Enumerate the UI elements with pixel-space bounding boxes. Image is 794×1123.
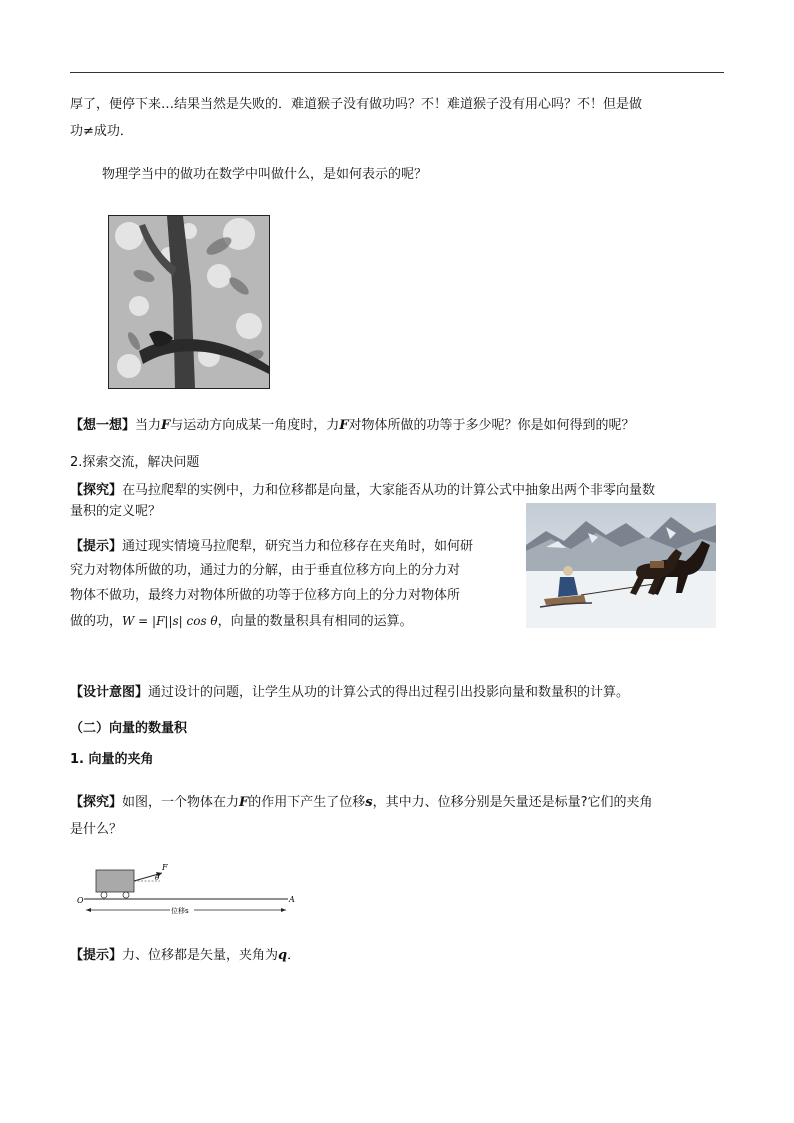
intro-question: 物理学当中的做功在数学中叫做什么，是如何表示的呢？ [102,167,428,182]
force-symbol-2: F [339,418,349,433]
displacement-symbol: s [365,795,373,810]
cart-wheel-2 [123,892,129,898]
explore2-text-2: 的作用下产生了位移 [248,795,366,810]
think-text-1: 当力 [135,418,162,433]
part-2-heading: （二）向量的数量积 [70,721,188,736]
hint2-end: ． [287,948,301,963]
header-rule [70,72,724,73]
intro-line-1: 厚了，便停下来…结果当然是失败的．难道猴子没有做功吗？不！难道猴子没有用心吗？不！但是做 [70,97,643,112]
force-symbol-3: F [239,795,249,810]
hint-text-4a: 做的功， [70,614,123,629]
horse-sled-photo [526,503,716,628]
hint-line-2: 究力对物体所做的功，通过力的分解，由于垂直位移方向上的分力对 [70,563,461,578]
explore2-text-3: ，其中力、位移分别是矢量还是标量?它们的夹角 [372,795,653,810]
design-tag: 【设计意图】 [70,685,149,700]
think-text-2: 与运动方向成某一角度时，力 [170,418,340,433]
label-displacement: 位移s [171,907,189,915]
hint-text-1: 通过现实情境马拉爬犁，研究当力和位移存在夹角时，如何研 [122,539,474,554]
intro-line-2: 功≠成功． [70,124,133,139]
hint-line-3: 物体不做功，最终力对物体所做的功等于位移方向上的分力对物体所 [70,588,461,603]
label-theta: θ [155,874,160,882]
think-tag: 【想一想】 [70,418,136,433]
hint2-tag: 【提示】 [70,948,123,963]
hint-tag: 【提示】 [70,539,123,554]
hint2-text: 力、位移都是矢量，夹角为 [122,948,279,963]
explore2-line-1 [70,790,653,815]
diagram-svg [76,858,306,922]
explore2-text-1: 如图，一个物体在力 [122,795,240,810]
hint-text-4b: ，向量的数量积具有相同的运算。 [217,614,413,629]
explore-line-2: 量积的定义呢？ [70,504,162,519]
explore-tag: 【探究】 [70,483,123,498]
horse-sled-illustration [526,503,716,628]
label-A: A [289,895,295,904]
explore2-line-2: 是什么？ [70,822,123,837]
explore2-tag: 【探究】 [70,795,123,810]
force-symbol: F [161,418,171,433]
section-2-heading: 2.探索交流，解决问题 [70,455,200,470]
hint-line-1 [70,534,473,559]
cart-box [96,870,134,892]
monkey-tree-illustration [109,216,269,388]
force-displacement-diagram [76,858,306,922]
explore-text-1: 在马拉爬犁的实例中，力和位移都是向量，大家能否从功的计算公式中抽象出两个非零向量数 [122,483,656,498]
hint-line-4 [70,609,413,634]
label-O: O [77,896,84,905]
design-text: 通过设计的问题，让学生从功的计算公式的得出过程引出投影向量和数量积的计算。 [148,685,630,700]
design-intent-line [70,680,629,705]
hint2-line [70,943,300,968]
monkey-tree-image [108,215,270,389]
work-formula: W = |F||s| cos θ [122,614,218,628]
label-F: F [162,863,168,872]
think-line [70,413,635,438]
angle-subheading: 1. 向量的夹角 [70,752,154,767]
angle-symbol: q [278,948,288,963]
think-text-3: 对物体所做的功等于多少呢？你是如何得到的呢？ [348,418,635,433]
cart-wheel [101,892,107,898]
